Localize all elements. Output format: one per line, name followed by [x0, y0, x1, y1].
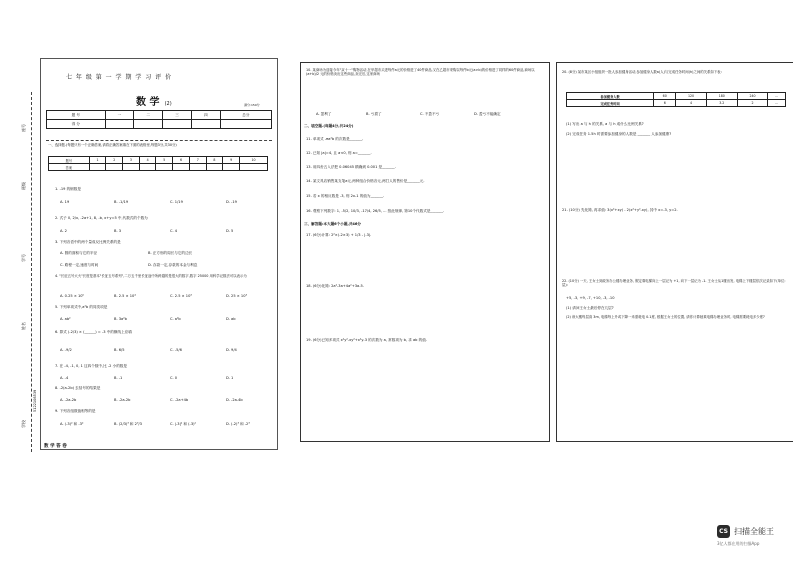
option: D. (-2)³ 和 -2³	[226, 422, 250, 426]
question-8: 8. -2(a-2b) 去括号的结果是	[55, 386, 101, 390]
middle-page	[300, 62, 550, 442]
answer-col: 1	[89, 157, 106, 164]
option: A. 0.25 × 10⁵	[60, 294, 84, 298]
option: A. 19	[60, 200, 70, 204]
answer-cell[interactable]	[106, 164, 123, 171]
q20-cell: 6	[654, 100, 676, 107]
q20-cell: ...	[768, 93, 786, 100]
answer-cell[interactable]	[239, 164, 267, 171]
q20-cell: 3.2	[706, 100, 737, 107]
option: B. 6/5	[114, 348, 125, 352]
subject-name: 数 学	[136, 97, 160, 108]
question-14: 14. 某文具店销售某支笔a元,两种组合价格各元,两打人的售价是_______元.	[306, 179, 425, 183]
q20-data-table	[566, 92, 786, 107]
section1-heading: 一、选择题.(每题只有一个正确答案,请将正确答案填在下面的表格里,每题3分,共30分)	[48, 143, 177, 147]
answer-cell[interactable]	[156, 164, 173, 171]
option: B. -2a-2b	[114, 398, 131, 402]
answer-col: 10	[239, 157, 267, 164]
option: C. -5/6	[170, 348, 182, 352]
camscanner-brand: 扫描全能王	[734, 527, 774, 536]
margin-code: 5122108539	[33, 389, 37, 412]
option: A. -9/2	[60, 348, 72, 352]
option: B. -1/19	[114, 200, 129, 204]
question-21: 21. (10分) 先化简, 再求值: 3(x²+xy) - 2(x²+y²-xy), 其中 x=-3, y=2.	[562, 208, 678, 212]
camscanner-logo-text: CS	[719, 528, 728, 535]
answer-grid	[48, 156, 268, 171]
question-22-sequence: +5, -3, +9, -7, +10, -3, -10	[566, 296, 615, 300]
q20-cell: 60	[654, 93, 676, 100]
binding-line	[31, 92, 32, 452]
section3-heading: 三、解答题:本大题6个小题,共46分	[304, 222, 362, 226]
option: C. |-3|² 和 (-3)²	[170, 422, 196, 426]
score-header: 题 号	[47, 111, 106, 120]
question-1: 1. -19 的倒数是	[55, 187, 81, 191]
answer-cell[interactable]	[89, 164, 106, 171]
option: A. 2	[60, 229, 67, 233]
score-header: 总分	[220, 111, 271, 120]
question-6: 6. 算式 (-2/3) × (______) = -3 中的横线上应填	[55, 330, 132, 334]
question-5: 5. 下列单项式中,a²b 的同类项是	[55, 305, 108, 309]
option: B. 3a²b	[114, 317, 127, 321]
option: D. 存款一定,存款的本金与利息	[148, 263, 198, 267]
answer-col: 8	[206, 157, 223, 164]
option: C. 0	[170, 376, 178, 380]
option: A. (-3)² 和 -3²	[60, 422, 84, 426]
score-cell[interactable]	[105, 120, 134, 129]
score-header: 三	[163, 111, 192, 120]
question-12: 12. 已知 |a|=4, 且 a<0, 则 a=_______.	[306, 151, 372, 155]
question-2: 2. 式子 0, 2/x, -2a+1, 8, -b, x+y=5 中,代数式的个数为	[55, 216, 148, 220]
divider	[46, 140, 272, 141]
option: A. ab²	[60, 317, 71, 321]
question-22-1: (1) 请问王女士最后停在几层?	[566, 306, 614, 310]
margin-school: 学校	[21, 420, 26, 428]
score-row-label: 得 分	[47, 120, 106, 129]
option: C. -2a+4b	[170, 398, 189, 402]
option: C. a²b	[170, 317, 181, 321]
score-table	[46, 110, 272, 129]
answer-col: 3	[123, 157, 140, 164]
question-4: 4. "长征五号大火"长度是基本"长征五号系列",二万五千里长征途中所跨越的是很大的数字,数字 25000 用科学记数法可以表示为	[55, 274, 247, 278]
exam-title: 七 年 级 第 一 学 期 学 习 评 价	[66, 74, 173, 81]
question-9: 9. 下列各组数值相等的是	[55, 409, 96, 413]
question-13: 13. 用四舍五入法把 0.06045 精确到 0.001 是_______.	[306, 165, 396, 169]
score-cell[interactable]	[191, 120, 220, 129]
option: A. -4	[60, 376, 69, 380]
q20-cell: 2	[737, 100, 768, 107]
option: C. 路程一定,速度与时间	[60, 263, 99, 267]
option: D. ab	[226, 317, 236, 321]
option: A. 盈利了	[316, 112, 332, 116]
answer-col: 6	[173, 157, 190, 164]
q20-cell: 180	[706, 93, 737, 100]
option: B. 3	[114, 229, 122, 233]
score-cell[interactable]	[163, 120, 192, 129]
option: B. -1	[114, 376, 123, 380]
answer-cell[interactable]	[223, 164, 240, 171]
answer-col: 7	[189, 157, 206, 164]
margin-seat: 座号	[21, 124, 26, 132]
answer-cell[interactable]	[189, 164, 206, 171]
q20-cell: ...	[768, 100, 786, 107]
camscanner-tagline: 3亿人都在用的扫描App	[717, 541, 760, 546]
answer-row-label: 题号	[49, 157, 90, 164]
option: B. 正方形的周长与它的边长	[148, 251, 193, 255]
answer-col: 4	[139, 157, 156, 164]
footer-label: 数 学 答 卷	[44, 444, 67, 449]
answer-col: 2	[106, 157, 123, 164]
question-15: 15. 若 x 的相反数是 -3, 则 2x-1 的值为_______.	[306, 194, 385, 198]
score-cell[interactable]	[220, 120, 271, 129]
question-17: 17. (6分)计算: 2²×(-2×3) + 1/3 - |-3|.	[306, 233, 372, 237]
option: D. -19	[226, 200, 237, 204]
question-11: 11. 单项式 -πa²b 的次数是_______.	[306, 137, 364, 141]
answer-cell[interactable]	[206, 164, 223, 171]
answer-col: 9	[223, 157, 240, 164]
camscanner-logo	[717, 525, 730, 538]
q20-row-label: 完成任务时间	[567, 100, 654, 107]
subject-edition: (2)	[164, 101, 172, 107]
score-header: 四	[191, 111, 220, 120]
option: B. 亏损了	[366, 112, 382, 116]
score-header: 二	[134, 111, 163, 120]
question-7: 7. 在 -4, -1, 0, 1 这四个数中,比 -2 小的数是	[55, 364, 127, 368]
margin-school-no: 学号	[21, 254, 26, 262]
answer-row-label: 答案	[49, 164, 90, 171]
option: B. 2.5 × 10⁴	[114, 294, 136, 298]
option: B. (2/3)³ 和 2³/3	[114, 422, 142, 426]
q20-cell: 240	[737, 93, 768, 100]
right-page	[556, 62, 793, 442]
option: C. 不盈不亏	[420, 112, 440, 116]
question-18: 18. (6分)化简: 2a²-3a+4a²+3a-5.	[306, 284, 364, 288]
question-22: 22. (10分) 一天, 王女士到政务办公楼办理业务, 假定乘电梯向上一层记为 +1, 向下一层记为 -1. 王女士从1楼出发, 电梯上下楼层依次记录如下(单位: 层):	[562, 279, 786, 288]
option: C. 1/19	[170, 200, 183, 204]
subject-title	[136, 90, 172, 109]
section2-heading: 二、填空题.(每题4分,共24分)	[304, 124, 354, 128]
q20-cell: 4	[676, 100, 707, 107]
answer-col: 5	[156, 157, 173, 164]
option: D. 5	[226, 229, 234, 233]
margin-name: 姓名	[21, 322, 26, 330]
question-19: 19. (6分)已知多项式 x²y²-xy²+x²y-3 的次数为 a, 常数项为 b, 求 ab 的值.	[306, 338, 427, 342]
q20-cell: 120	[676, 93, 707, 100]
score-header: 一	[105, 111, 134, 120]
score-cell[interactable]	[134, 120, 163, 129]
question-16: 16. 观察下列数字: 1, -5/2, 10/3, -17/4, 26/5, ... 按此规律, 第10个代数式是_______.	[306, 209, 445, 213]
option: A. 圆的面积与它的半径	[60, 251, 98, 255]
answer-cell[interactable]	[123, 164, 140, 171]
answer-cell[interactable]	[173, 164, 190, 171]
question-10: 10. 某商场为迎接今年"双十一"购物活动,在甲超市买进每件a元的价格进了40件商品,又在乙超市采购以每件b元(a>b)的价格进了同样的60件商品,商场以 (a+b)/2 元的价格卖出这些商品,卖完后,这家商场	[306, 68, 535, 77]
question-20: 20. (8分) 某市某区小组组织一批人参加健身活动,参加健身人数a(人)与完成任务时间(h)之间的关系如下表:	[562, 70, 722, 74]
option: D. 盈亏不能确定	[474, 112, 501, 116]
question-20-2: (2) 完成任务 1.5h 时需要参加健身的人数是 _______ 人参加健康?	[566, 132, 672, 136]
option: D. 9/4	[226, 348, 237, 352]
question-22-2: (2) 该大楼每层高 3m, 电梯每上升或下降一米需耗电 0.1度, 根据王女士的位置, 请你计算她乘电梯办理业务时, 电梯需要耗电多少度?	[566, 315, 765, 319]
option: C. 4	[170, 229, 178, 233]
option: D. 1	[226, 376, 234, 380]
option: D. -2a-4b	[226, 398, 243, 402]
answer-cell[interactable]	[139, 164, 156, 171]
option: A. -2a-2b	[60, 398, 77, 402]
option: C. 2.5 × 10³	[170, 294, 192, 298]
option: D. 25 × 10³	[226, 294, 247, 298]
time-note: 满分:150分	[244, 103, 260, 107]
question-20-1: (1) 写出 a 与 h 的关系, a 与 h 成什么比例关系?	[566, 122, 644, 126]
q20-row-label: 参加健身人数	[567, 93, 654, 100]
question-3: 3. 下列各语中的两个量成反比例关系的是	[55, 240, 121, 244]
margin-class: 班级	[21, 182, 26, 190]
